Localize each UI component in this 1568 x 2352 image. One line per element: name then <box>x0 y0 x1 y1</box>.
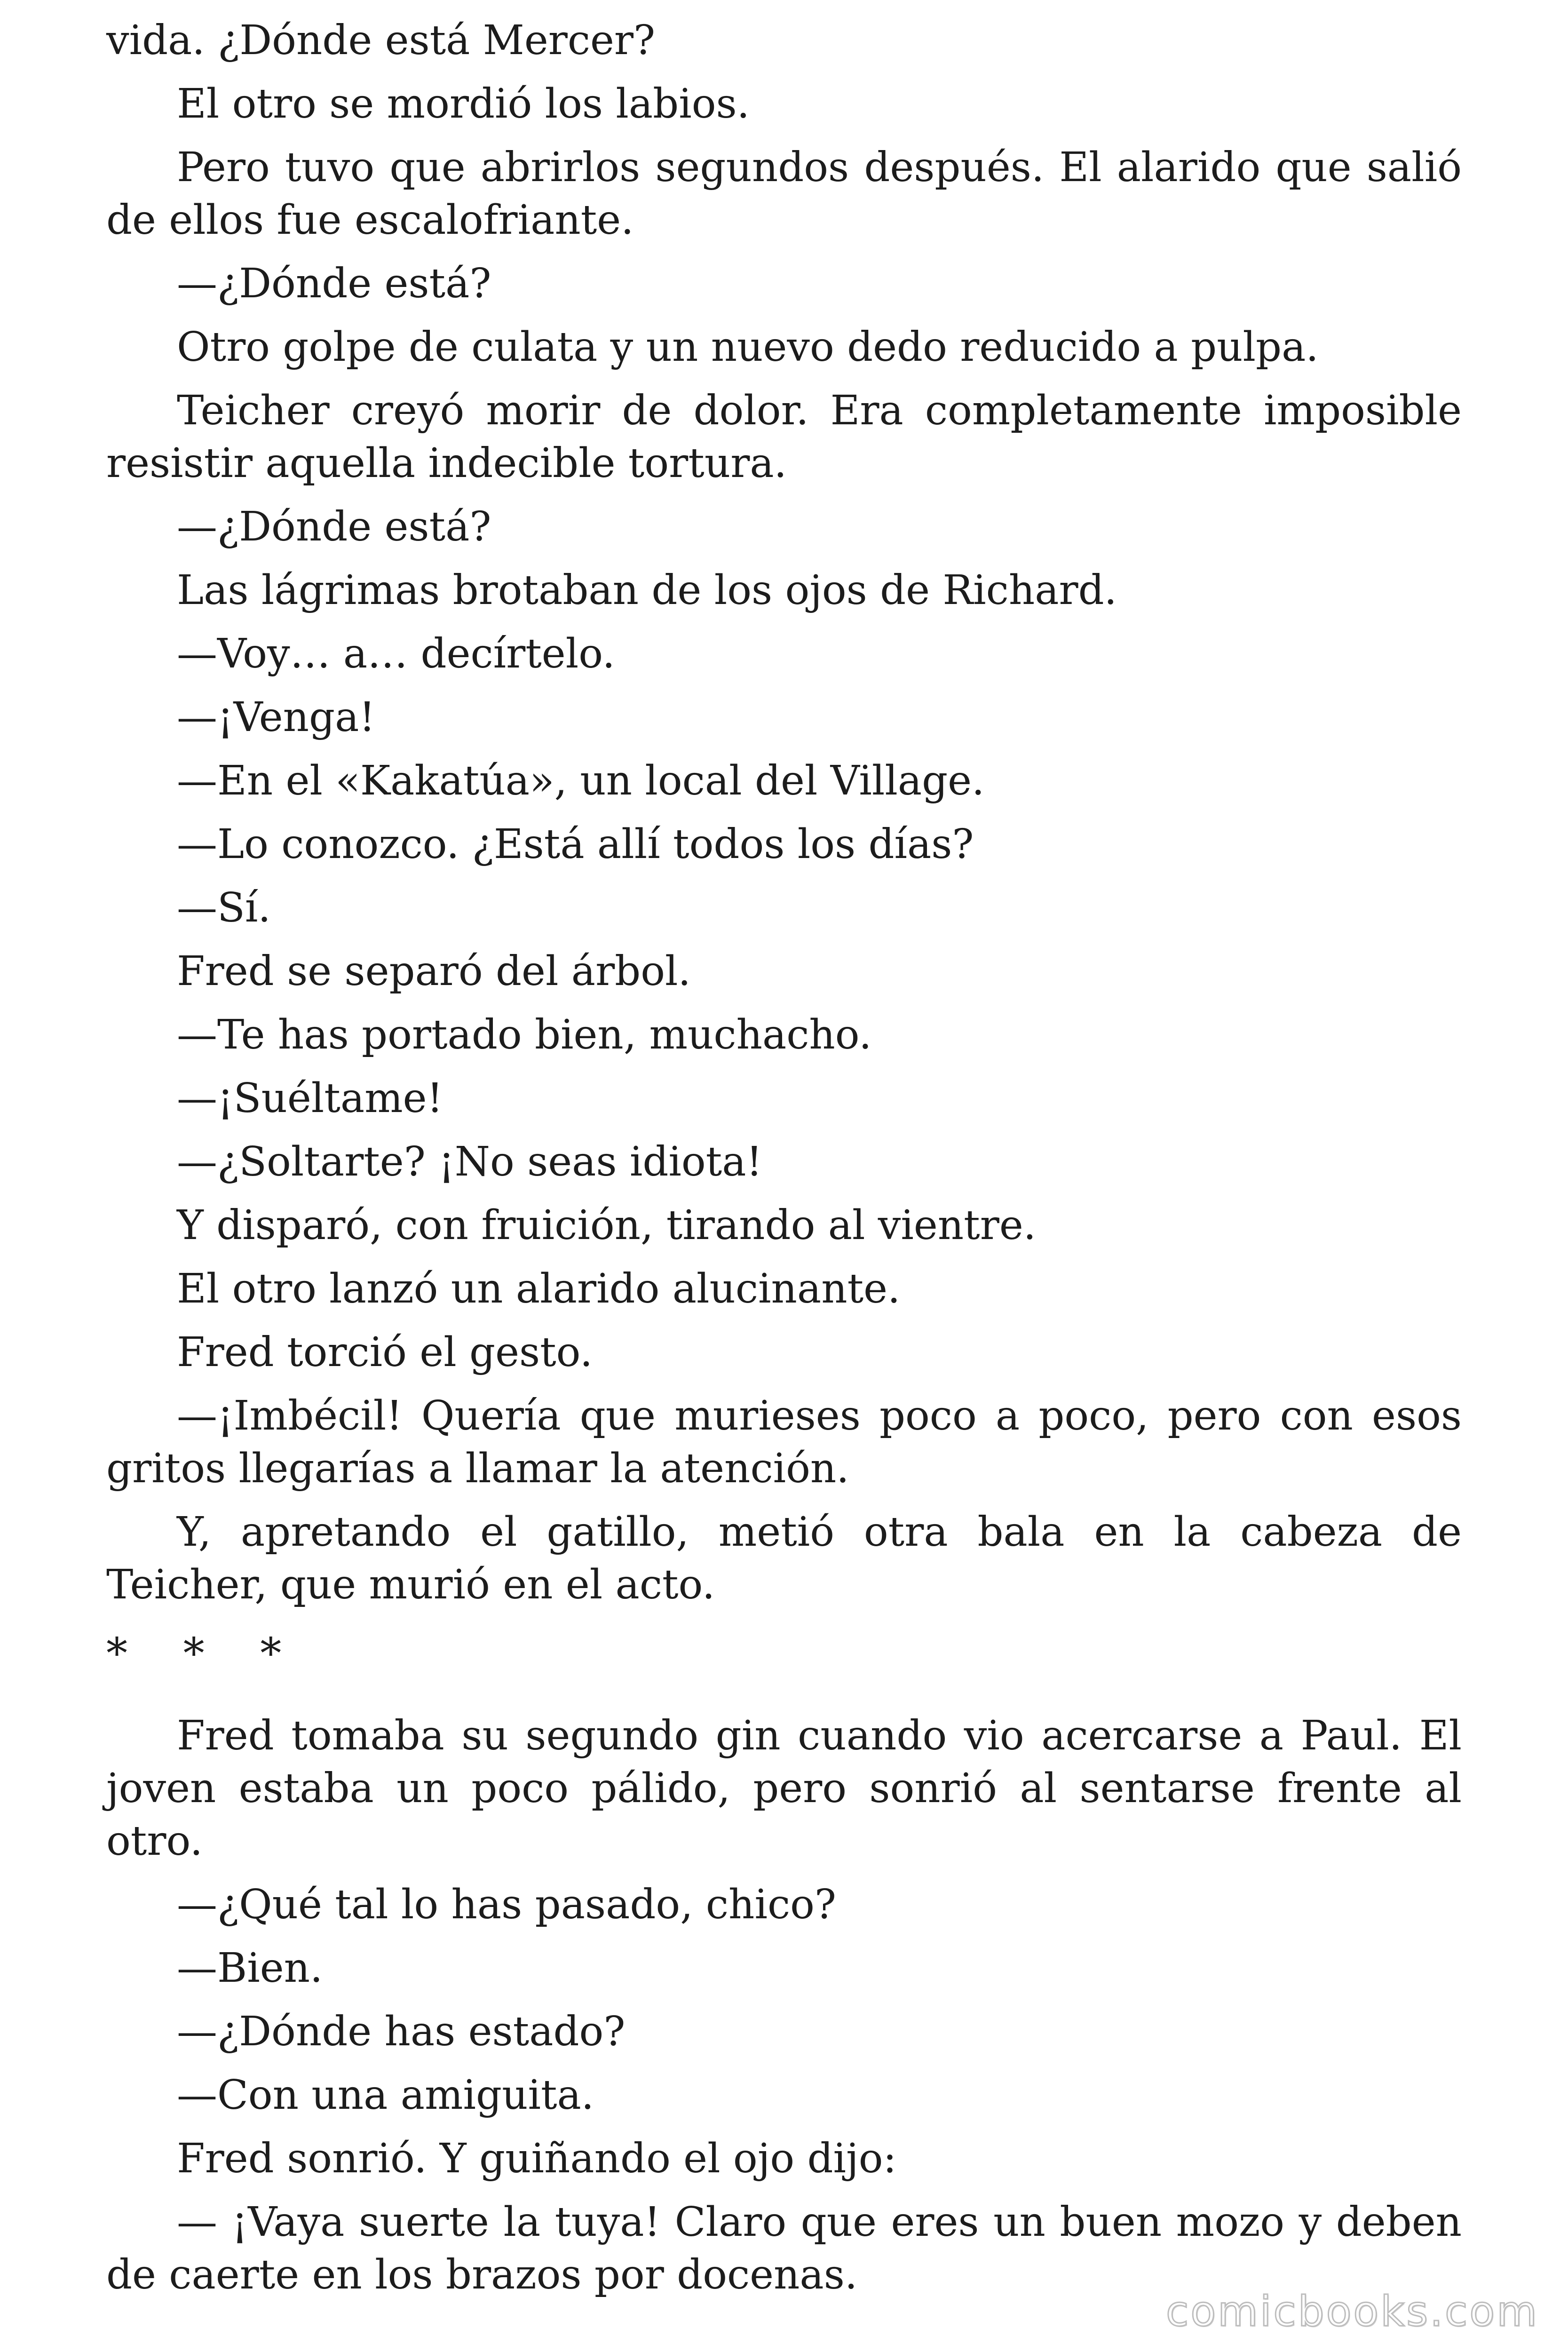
paragraph: —¿Dónde está? <box>177 260 491 307</box>
paragraph: —Lo conozco. ¿Está allí todos los días? <box>177 821 974 868</box>
paragraph: Teicher creyó morir de dolor. Era completamente imposible resistir aquella indecible tortura. <box>106 387 1462 487</box>
paragraph: vida. ¿Dónde está Mercer? <box>106 17 656 64</box>
paragraph: —¡Imbécil! Quería que murieses poco a poco, pero con esos gritos llegarías a llamar la atención. <box>106 1392 1462 1492</box>
paragraph: —Te has portado bien, muchacho. <box>177 1011 872 1058</box>
paragraph: —En el «Kakatúa», un local del Village. <box>177 757 985 804</box>
body-text <box>106 14 1462 2312</box>
paragraph: —¿Dónde está? <box>177 503 491 550</box>
paragraph: Otro golpe de culata y un nuevo dedo reducido a pulpa. <box>177 324 1319 371</box>
paragraph: —Bien. <box>177 1945 323 1992</box>
paragraph: Fred sonrió. Y guiñando el ojo dijo: <box>177 2135 897 2182</box>
paragraph: Y disparó, con fruición, tirando al vientre. <box>177 1202 1037 1249</box>
paragraph: El otro lanzó un alarido alucinante. <box>177 1265 901 1312</box>
paragraph: —¿Soltarte? ¡No seas idiota! <box>177 1138 763 1185</box>
paragraph: —Sí. <box>177 884 271 931</box>
paragraph: Pero tuvo que abrirlos segundos después. El alarido que salió de ellos fue escalofriante. <box>106 144 1462 244</box>
paragraph: —¿Dónde has estado? <box>177 2008 626 2055</box>
paragraph: —Voy… a… decírtelo. <box>177 630 615 677</box>
paragraph: Fred tomaba su segundo gin cuando vio acercarse a Paul. El joven estaba un poco pálido, pero sonrió al sentarse frente al otro. <box>106 1712 1462 1865</box>
paragraph: Fred torció el gesto. <box>177 1329 593 1376</box>
paragraph: Fred se separó del árbol. <box>177 948 691 995</box>
paragraph: — ¡Vaya suerte la tuya! Claro que eres un buen mozo y deben de caerte en los brazos por docenas. <box>106 2199 1462 2298</box>
paragraph: Y, apretando el gatillo, metió otra bala en la cabeza de Teicher, que murió en el acto. <box>106 1509 1462 1608</box>
paragraph: —Con una amiguita. <box>177 2072 594 2119</box>
paragraph: Las lágrimas brotaban de los ojos de Richard. <box>177 567 1117 614</box>
watermark: comicbooks.com <box>1165 2287 1539 2336</box>
paragraph: —¡Suéltame! <box>177 1075 443 1122</box>
paragraph: —¡Venga! <box>177 694 375 741</box>
paragraph: El otro se mordió los labios. <box>177 80 750 127</box>
scene-separator: * * * <box>106 1629 303 1678</box>
paragraph: —¿Qué tal lo has pasado, chico? <box>177 1881 836 1928</box>
